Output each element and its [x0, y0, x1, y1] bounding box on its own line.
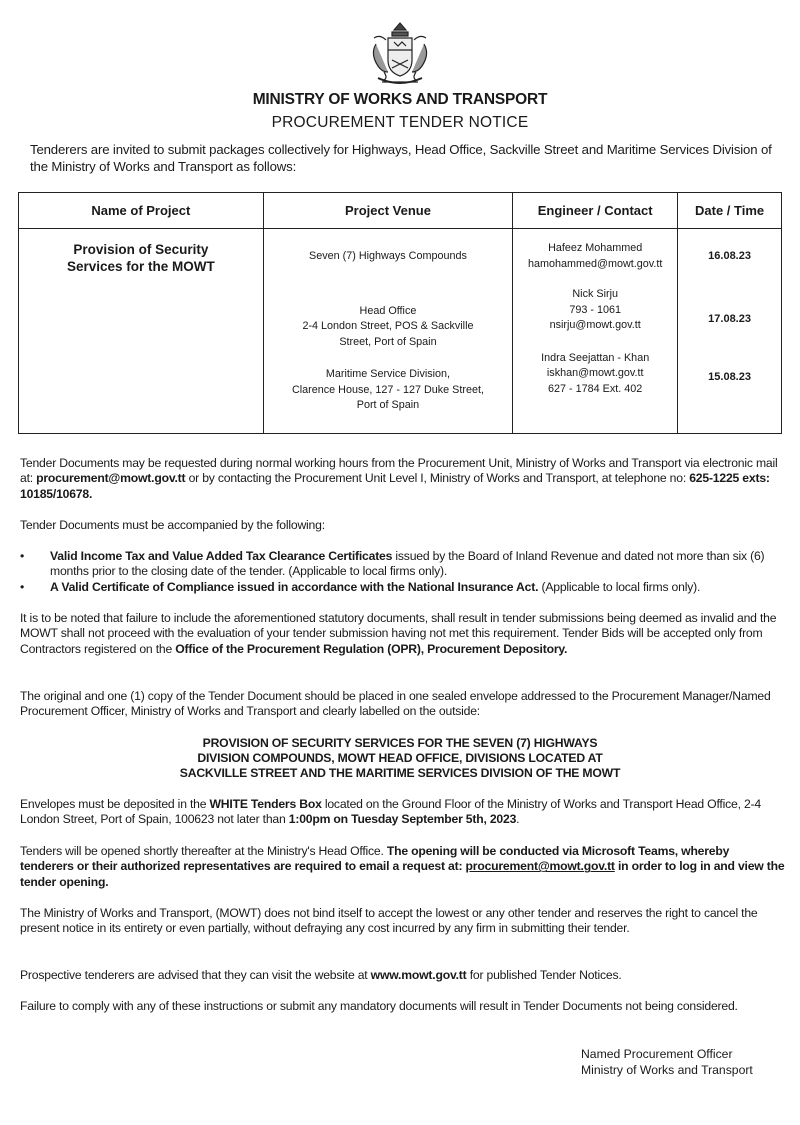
- procurement-email[interactable]: procurement@mowt.gov.tt: [36, 471, 186, 486]
- header-name-of-project: Name of Project: [19, 193, 264, 229]
- ministry-title: MINISTRY OF WORKS AND TRANSPORT: [252, 91, 548, 108]
- envelope-label-line-1: PROVISION OF SECURITY SERVICES FOR THE SEVEN (7) HIGHWAYS: [202, 736, 598, 750]
- website-link[interactable]: www.mowt.gov.tt: [370, 968, 467, 982]
- bullet-icon: •: [20, 549, 25, 563]
- date-2: 17.08.23: [708, 312, 751, 325]
- signature-ministry: Ministry of Works and Transport: [581, 1063, 753, 1077]
- list-item: • A Valid Certificate of Compliance issued in accordance with the National Insurance Act. (Applicable to local firms only).: [20, 580, 701, 594]
- header-project-venue: Project Venue: [263, 193, 513, 229]
- contact-cell: [513, 229, 678, 434]
- intro-text: Tenderers are invited to submit packages collectively for Highways, Head Office, Sackville Street and Maritime Services Division of the Ministry of Works and Transport as follows:: [30, 142, 772, 174]
- disclaimer-paragraph: The Ministry of Works and Transport, (MOWT) does not bind itself to accept the lowest or any other tender and reserves the right to cancel the present notice in its entirety or even partially, without defraying any cost incurred by any firm in submitting their tender.: [20, 906, 758, 936]
- date-3: 15.08.23: [708, 371, 751, 383]
- envelope-label-line-2: DIVISION COMPOUNDS, MOWT HEAD OFFICE, DIVISIONS LOCATED AT: [197, 751, 603, 765]
- contact-3-phone: 627 - 1784 Ext. 402: [548, 382, 643, 395]
- venue-3-line-2: Clarence House, 127 - 127 Duke Street,: [291, 383, 484, 396]
- documents-request-paragraph: Tender Documents may be requested during normal working hours from the Procurement Unit, Ministry of Works and Transport via electronic mail at: procurement@mowt.gov.tt or by contacting the Procurement Unit Level I, Ministry of Works and Transport, at telephone no: 625-1225 exts: 10185/10678.: [20, 456, 778, 501]
- notice-subtitle: PROCUREMENT TENDER NOTICE: [271, 114, 529, 131]
- header-date-time: Date / Time: [678, 193, 782, 229]
- opening-request-email[interactable]: procurement@mowt.gov.tt: [465, 859, 615, 874]
- procurement-phone: 625-1225 exts: 10185/10678.: [20, 471, 770, 501]
- bullet-icon: •: [20, 580, 25, 594]
- statutory-documents-paragraph: It is to be noted that failure to include the aforementioned statutory documents, shall result in tender submissions being deemed as invalid and the MOWT shall not proceed with the evaluation of your tender submission having not met this requirement. Tender Bids will be accepted only from Contractors registered on the Office of the Procurement Regulation (OPR), Procurement Depository.: [20, 611, 777, 656]
- list-item: • Valid Income Tax and Value Added Tax Clearance Certificates issued by the Board of Inland Revenue and dated not more than six (6) months prior to the closing date of the tender. (Applicable to local firms only).: [20, 549, 765, 579]
- contact-2-name: Nick Sirju: [572, 288, 618, 300]
- venue-3-line-3: Port of Spain: [356, 399, 420, 411]
- venue-cell: [263, 229, 513, 434]
- envelope-label-line-3: SACKVILLE STREET AND THE MARITIME SERVICES DIVISION OF THE MOWT: [179, 766, 621, 780]
- contact-3-name: Indra Seejattan - Khan: [541, 351, 650, 364]
- venue-2-line-1: Head Office: [359, 304, 417, 317]
- table-header-row: [19, 193, 782, 229]
- requirements-intro: Tender Documents must be accompanied by the following:: [20, 518, 325, 532]
- venue-3-line-1: Maritime Service Division,: [325, 368, 451, 380]
- contact-1-name: Hafeez Mohammed: [548, 242, 643, 254]
- coat-of-arms-icon: [368, 20, 432, 90]
- venue-1: Seven (7) Highways Compounds: [309, 250, 467, 262]
- project-name-cell: [19, 229, 264, 434]
- date-cell: [678, 229, 782, 434]
- venue-2-line-2: 2-4 London Street, POS & Sackville: [302, 320, 474, 332]
- opening-paragraph: Tenders will be opened shortly thereafter at the Ministry's Head Office. The opening will be conducted via Microsoft Teams, whereby tenderers or their authorized representatives are required to email a request at: procurement@mowt.gov.tt in order to log in and view the tender opening.: [20, 844, 785, 889]
- contact-1-email: hamohammed@mowt.gov.tt: [527, 257, 663, 270]
- website-paragraph: Prospective tenderers are advised that they can visit the website at www.mowt.gov.tt for published Tender Notices.: [20, 968, 622, 982]
- header-engineer-contact: Engineer / Contact: [513, 193, 678, 229]
- table-row: [19, 229, 782, 434]
- signature-block: [581, 1046, 753, 1078]
- date-1: 16.08.23: [708, 250, 751, 262]
- venue-2-line-3: Street, Port of Spain: [339, 335, 437, 348]
- closing-time: 1:00pm on Tuesday September 5th, 2023: [288, 812, 517, 827]
- envelope-instructions-paragraph: The original and one (1) copy of the Tender Document should be placed in one sealed envelope addressed to the Procurement Manager/Named Procurement Officer, Ministry of Works and Transport and clearly labelled on the outside:: [20, 689, 771, 719]
- tender-table: [18, 192, 782, 434]
- signature-title: Named Procurement Officer: [581, 1047, 733, 1061]
- contact-3-email: iskhan@mowt.gov.tt: [546, 367, 644, 379]
- contact-2-phone: 793 - 1061: [569, 303, 621, 316]
- contact-2-email: nsirju@mowt.gov.tt: [549, 319, 641, 331]
- deposit-paragraph: Envelopes must be deposited in the WHITE Tenders Box located on the Ground Floor of the Ministry of Works and Transport Head Office, 2-4 London Street, Port of Spain, 100623 not later than 1:00pm on Tuesday September 5th, 2023.: [20, 797, 761, 827]
- compliance-paragraph: Failure to comply with any of these instructions or submit any mandatory documents will result in Tender Documents not being considered.: [20, 999, 738, 1013]
- project-name: Provision of Security Services for the MOWT: [66, 242, 215, 274]
